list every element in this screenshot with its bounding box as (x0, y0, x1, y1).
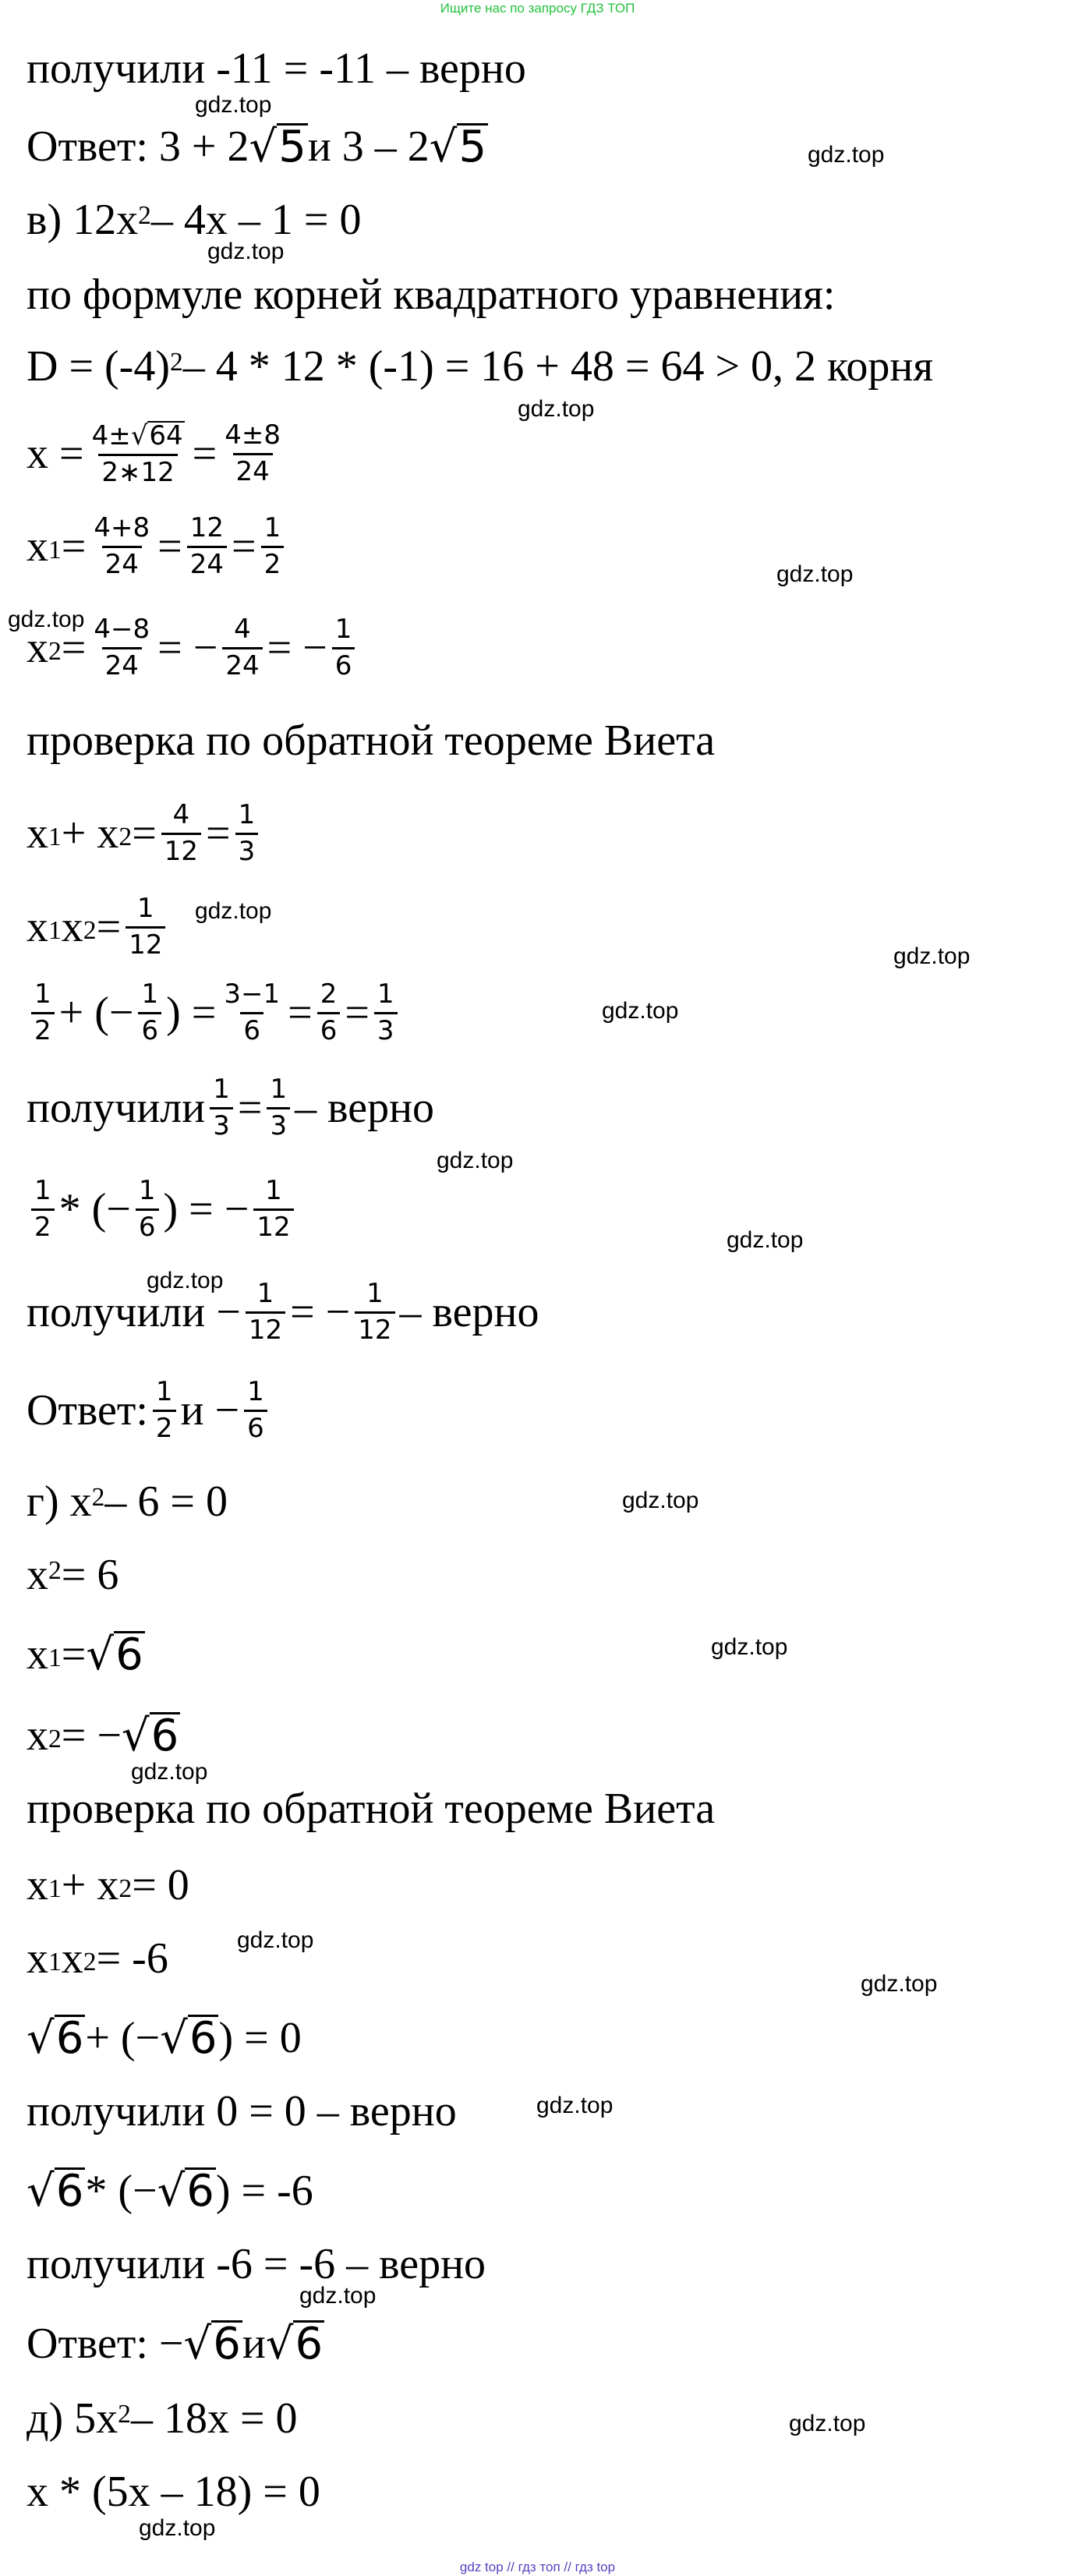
line-5-discriminant: D = (-4) $^2$ – 4 * 12 * (-1) = 16 + 48 = 64 > 0, 2 корня (27, 342, 934, 391)
line-17-task-g: г) x $^2$ – 6 = 0 (27, 1477, 228, 1526)
fraction: $\frac{1}{2}$ (261, 515, 285, 579)
line-23: x $_1$ x $_2$ = -6 (27, 1934, 168, 1983)
line-21: проверка по обратной теореме Виета (27, 1785, 716, 1833)
watermark: gdz.top (727, 1227, 804, 1253)
line-26: √ 6 * (− √ 6 ) = -6 (27, 2166, 313, 2217)
fraction: $\frac{1}{3}$ (210, 1076, 233, 1140)
fraction: $\frac{2}{6}$ (317, 981, 341, 1045)
watermark: gdz.top (622, 1488, 699, 1513)
line-28-answer: Ответ: − √ 6 и √ 6 (27, 2319, 324, 2369)
bottom-banner: gdz top // гдз топ // гдз top (459, 2560, 616, 2574)
watermark: gdz.top (237, 1927, 314, 1953)
line-3-task-v: в) 12x $^2$ – 4x – 1 = 0 (27, 196, 362, 244)
fraction: $\frac{1}{12}$ (246, 1280, 285, 1344)
fraction: $\frac{4\pm 8}{24}$ (225, 419, 281, 487)
sqrt-6: √ 6 (86, 1629, 143, 1680)
fraction: 4± √ 64 2∗12 (91, 420, 183, 488)
line-27: получили -6 = -6 – верно (27, 2240, 486, 2288)
watermark: gdz.top (437, 1148, 514, 1173)
sqrt-6: √ 6 (27, 2166, 84, 2217)
watermark: gdz.top (776, 561, 854, 587)
sqrt-5: √ 5 (249, 122, 306, 172)
watermark: gdz.top (711, 1634, 788, 1660)
sqrt-6: √ 6 (27, 2013, 84, 2064)
watermark: gdz.top (602, 998, 679, 1024)
line-7-x1: x $_1$ = $\frac{4+8}{24}$ = $\frac{12}{24}$ = $\frac{1}{2}$ (27, 515, 288, 579)
watermark: gdz.top (808, 142, 885, 168)
fraction: $\frac{3-1}{6}$ (224, 978, 281, 1046)
fraction: $\frac{1}{12}$ (126, 895, 165, 959)
fraction: $\frac{4-8}{24}$ (94, 614, 150, 681)
line-1: получили -11 = -11 – верно (27, 44, 526, 93)
line-13: получили $\frac{1}{3}$ = $\frac{1}{3}$ – верно (27, 1074, 435, 1141)
line-11-product: x $_1$ x $_2$ = $\frac{1}{12}$ (27, 895, 170, 959)
fraction: $\frac{12}{24}$ (187, 515, 227, 579)
fraction: $\frac{4}{24}$ (222, 616, 262, 680)
line-22: x $_1$ + x $_2$ = 0 (27, 1861, 189, 1909)
line-4: по формуле корней квадратного уравнения: (27, 271, 836, 319)
line-10-sum: x $_1$ + x $_2$ = $\frac{4}{12}$ = $\frac{1}{3}$ (27, 801, 263, 865)
line-25: получили 0 = 0 – верно (27, 2087, 457, 2135)
watermark: gdz.top (147, 1268, 224, 1293)
watermark: gdz.top (299, 2283, 377, 2309)
fraction: $\frac{1}{3}$ (374, 981, 398, 1045)
line-9: проверка по обратной теореме Виета (27, 717, 716, 765)
sqrt-5: √ 5 (429, 122, 487, 172)
sqrt-6: √ 6 (183, 2319, 241, 2369)
line-2-answer: Ответ: 3 + 2 √ 5 и 3 – 2 √ 5 (27, 122, 487, 172)
line-16-answer: Ответ: $\frac{1}{2}$ и − $\frac{1}{6}$ (27, 1378, 272, 1442)
sqrt-6: √ 6 (265, 2319, 324, 2369)
fraction: $\frac{1}{6}$ (332, 616, 355, 680)
watermark: gdz.top (131, 1759, 208, 1785)
line-18: x $^2$ = 6 (27, 1551, 119, 1599)
fraction: $\frac{1}{3}$ (235, 801, 259, 865)
line-15: получили − $\frac{1}{12}$ = − $\frac{1}{12}$ – верно (27, 1278, 539, 1346)
line-24: √ 6 + (− √ 6 ) = 0 (27, 2013, 302, 2064)
watermark: gdz.top (8, 607, 85, 632)
fraction: $\frac{1}{6}$ (138, 981, 161, 1045)
line-30: x * (5x – 18) = 0 (27, 2468, 320, 2516)
fraction: $\frac{4}{12}$ (161, 801, 201, 865)
watermark: gdz.top (536, 2093, 614, 2118)
fraction: $\frac{1}{6}$ (136, 1177, 159, 1241)
watermark: gdz.top (195, 898, 272, 924)
line-6-formula: x = 4± √ 64 2∗12 = $\frac{4\pm 8}{24}$ (27, 421, 288, 487)
watermark: gdz.top (789, 2411, 866, 2436)
fraction: $\frac{1}{6}$ (244, 1378, 267, 1442)
fraction: $\frac{1}{12}$ (355, 1280, 394, 1344)
line-19: x $_1$ = √ 6 (27, 1629, 143, 1680)
fraction: $\frac{1}{12}$ (253, 1177, 293, 1241)
line-29-task-d: д) 5x $^2$ – 18x = 0 (27, 2394, 298, 2443)
line-14: $\frac{1}{2}$ * (− $\frac{1}{6}$ ) = − $\frac{1}{12}$ (27, 1177, 299, 1241)
watermark: gdz.top (893, 943, 971, 969)
sqrt-6: √ 6 (121, 1711, 179, 1761)
watermark: gdz.top (139, 2515, 216, 2541)
line-8-x2: x $_2$ = $\frac{4-8}{24}$ = − $\frac{4}{24}$ = − $\frac{1}{6}$ (27, 616, 359, 680)
line-20: x $_2$ = − √ 6 (27, 1711, 179, 1761)
fraction: $\frac{1}{2}$ (31, 1177, 55, 1241)
top-banner: Ищите нас по запросу ГДЗ ТОП (440, 1, 635, 16)
watermark: gdz.top (207, 239, 285, 264)
fraction: $\frac{1}{3}$ (267, 1076, 290, 1140)
sqrt-6: √ 6 (160, 2013, 217, 2064)
fraction: $\frac{1}{2}$ (31, 981, 55, 1045)
line-12: $\frac{1}{2}$ + (− $\frac{1}{6}$ ) = $\frac{3-1}{6}$ = $\frac{2}{6}$ = $\frac{1}{3}$ (27, 981, 402, 1045)
fraction: $\frac{1}{2}$ (153, 1378, 176, 1442)
watermark: gdz.top (518, 396, 595, 422)
watermark: gdz.top (195, 92, 272, 118)
fraction: $\frac{4+8}{24}$ (94, 512, 150, 580)
sqrt-6: √ 6 (157, 2166, 214, 2217)
watermark: gdz.top (861, 1971, 938, 1997)
